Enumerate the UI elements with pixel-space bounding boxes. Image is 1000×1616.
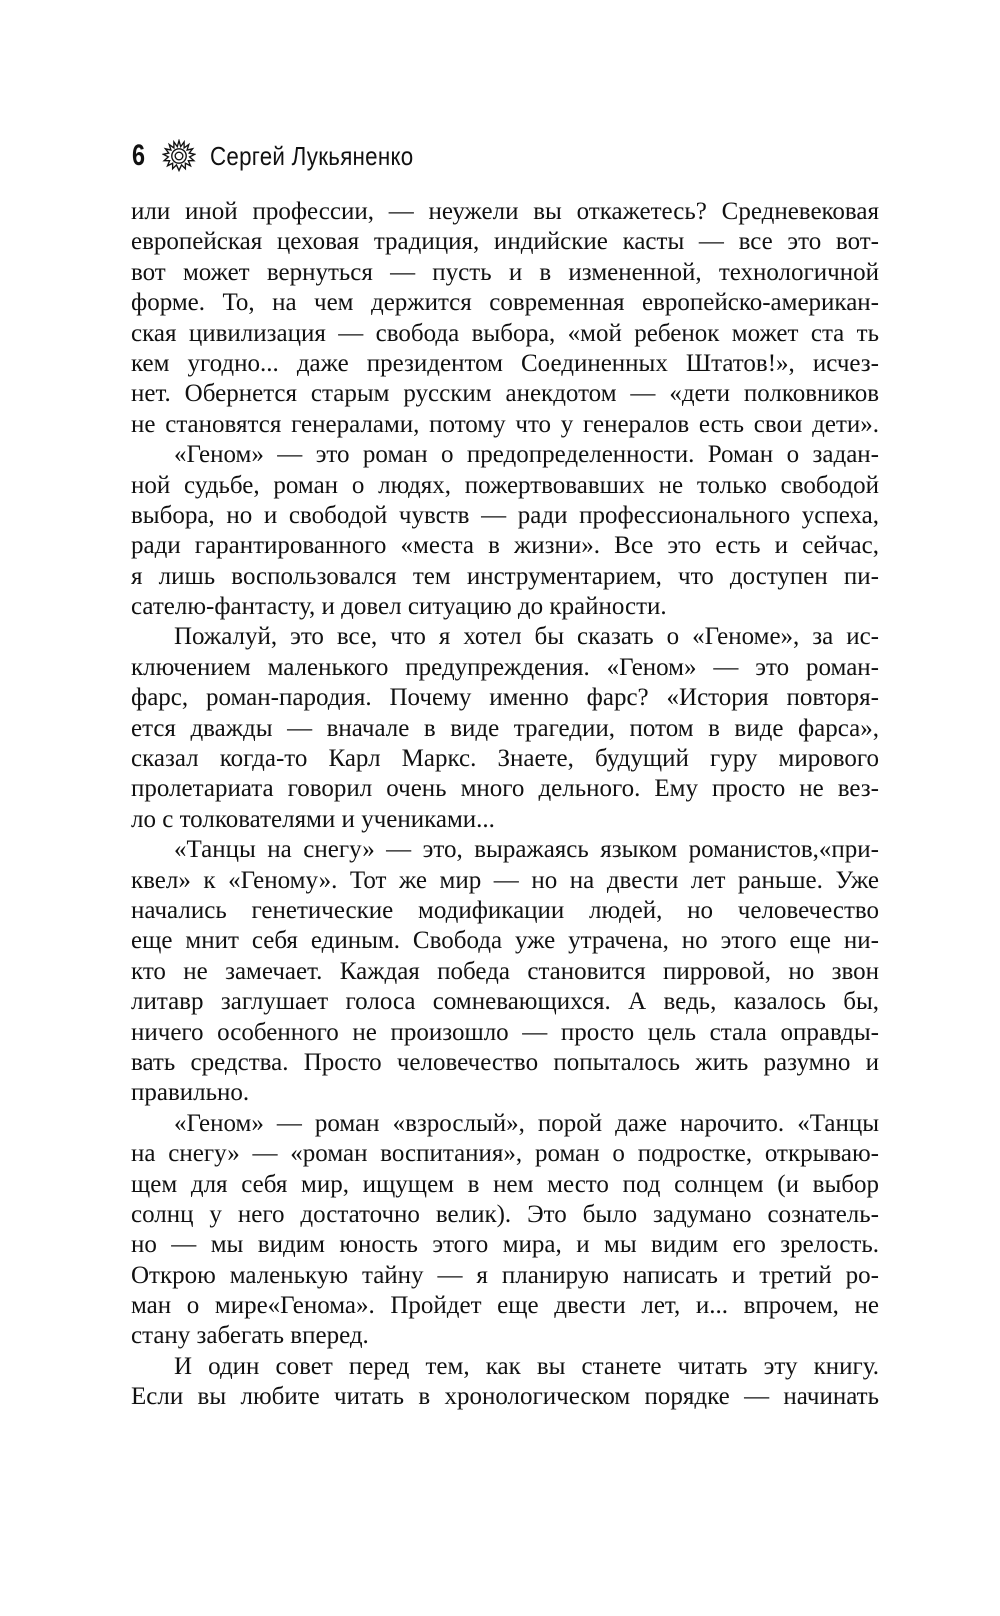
text-line: ская цивилизация — свобода выбора, «мой ребенок может ста ть	[131, 319, 879, 347]
text-line: щем для себя мир, ищущем в нем место под солнцем (и выбор	[131, 1170, 879, 1198]
text-line: но — мы видим юность этого мира, и мы видим его зрелость.	[131, 1231, 879, 1259]
text-line: ничего особенного не произошло — просто цель стала оправды-	[131, 1018, 879, 1046]
text-line: правильно.	[131, 1079, 250, 1107]
text-line: на снегу» — «роман воспитания», роман о подростке, открываю-	[131, 1140, 879, 1168]
text-line: фарс, роман-пародия. Почему именно фарс? «История повторя-	[131, 684, 879, 712]
text-line: пролетариата говорил очень много дельного. Ему просто не вез-	[131, 775, 879, 803]
text-line: Пожалуй, это все, что я хотел бы сказать о «Геноме», за ис-	[174, 623, 879, 651]
text-line: вот может вернуться — пусть и в измененной, технологичной	[131, 258, 879, 286]
text-line: вать средства. Просто человечество попыталось жить разумно и	[131, 1048, 879, 1076]
text-line: литавр заглушает голоса сомневающихся. А ведь, казалось бы,	[131, 988, 879, 1016]
text-line: форме. То, на чем держится современная европейско-американ-	[131, 289, 879, 317]
text-line: начались генетические модификации людей, но человечество	[131, 896, 879, 924]
text-line: европейская цеховая традиция, индийские касты — все это вот-	[131, 228, 879, 256]
text-line: еще мнит себя единым. Свобода уже утрачена, но этого еще ни-	[131, 927, 879, 955]
author-name: Сергей Лукьяненко	[210, 140, 414, 171]
text-line: не становятся генералами, потому что у генералов есть свои дети».	[131, 410, 879, 438]
text-line: сказал когда-то Карл Маркс. Знаете, будущий гуру мирового	[131, 745, 879, 773]
text-line: «Геном» — роман «взрослый», порой даже нарочито. «Танцы	[174, 1109, 879, 1137]
text-line: И один совет перед тем, как вы станете читать эту книгу.	[174, 1352, 879, 1380]
text-line: Если вы любите читать в хронологическом порядке — начинать	[131, 1383, 879, 1411]
text-line: Открою маленькую тайну — я планирую написать и третий ро-	[131, 1261, 879, 1289]
text-line: квел» к «Геному». Тот же мир — но на двести лет раньше. Уже	[131, 866, 879, 894]
text-line: выбора, но и свободой чувств — ради профессионального успеха,	[131, 501, 879, 529]
text-line: кто не замечает. Каждая победа становится пирровой, но звон	[131, 957, 879, 985]
sun-ornament-icon	[162, 139, 196, 173]
text-line: ключением маленького предупреждения. «Геном» — это роман-	[131, 653, 879, 681]
text-line: я лишь воспользовался тем инструментарием, что доступен пи-	[131, 562, 879, 590]
text-line: «Танцы на снегу» — это, выражаясь языком романистов,«при-	[174, 836, 879, 864]
page-number: 6	[132, 139, 146, 172]
text-line: ется дважды — вначале в виде трагедии, потом в виде фарса»,	[131, 714, 879, 742]
text-line: кем угодно... даже президентом Соединенных Штатов!», исчез-	[131, 349, 879, 377]
text-line: «Геном» — это роман о предопределенности. Роман о задан-	[174, 441, 879, 469]
text-line: солнц у него достаточно велик). Это было задумано сознатель-	[131, 1200, 879, 1228]
text-line: ман о мире«Генома». Пройдет еще двести лет, и... впрочем, не	[131, 1292, 879, 1320]
text-line: или иной профессии, — неужели вы откажетесь? Средневековая	[131, 198, 879, 225]
running-head	[132, 136, 447, 176]
text-line: стану забегать вперед.	[131, 1322, 369, 1350]
text-line: ради гарантированного «места в жизни». Все это есть и сейчас,	[131, 532, 879, 560]
text-line: сателю-фантасту, и довел ситуацию до крайности.	[131, 593, 667, 621]
body-text	[131, 197, 879, 1413]
text-line: нет. Обернется старым русским анекдотом — «дети полковников	[131, 380, 879, 408]
text-line: ло с толкователями и учениками...	[131, 805, 495, 833]
text-line: ной судьбе, роман о людях, пожертвовавших не только свободой	[131, 471, 879, 499]
